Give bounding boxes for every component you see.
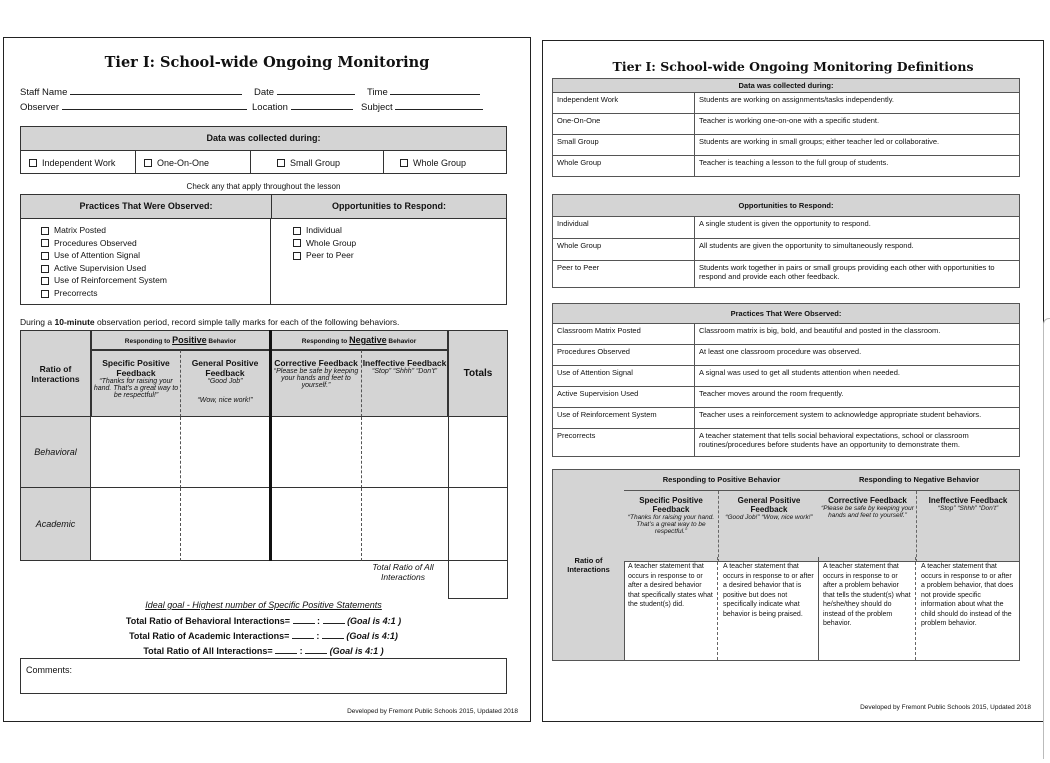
tally-cell[interactable] <box>270 488 362 561</box>
term: One-On-One <box>553 114 695 135</box>
practices-box <box>20 194 507 305</box>
term: Whole Group <box>553 156 695 177</box>
footer: Developed by Fremont Public Schools 2015, Updated 2018 <box>347 708 518 715</box>
gpf-header: General Positive Feedback “Good Job” “Wow, nice work!” <box>181 350 270 417</box>
collected-header: Data was collected during: <box>21 127 506 151</box>
staff-name-label: Staff Name <box>20 87 68 98</box>
tally-cell[interactable] <box>362 488 448 561</box>
definition: Classroom matrix is big, bold, and beautiful and posted in the classroom. <box>695 324 1020 345</box>
definition: All students are given the opportunity to simultaneously respond. <box>695 239 1020 261</box>
definitions-title: Tier I: School-wide Ongoing Monitoring Definitions <box>612 59 974 74</box>
term: Use of Attention Signal <box>553 366 695 387</box>
gpf-def-header: General Positive Feedback “Good Job!” “Wow, nice work!” <box>719 491 820 562</box>
term: Individual <box>553 217 695 239</box>
practices-list <box>21 219 271 305</box>
spf-header: Specific Positive Feedback “Thanks for raising your hand. That’s a great way to be respectful!” <box>91 350 181 417</box>
academic-row-label: Academic <box>20 488 91 561</box>
otr-list <box>271 219 506 305</box>
comments-label: Comments: <box>26 665 73 675</box>
otr-header: Opportunities to Respond: <box>272 195 506 218</box>
definition: A single student is given the opportunity to respond. <box>695 217 1020 239</box>
practice-item[interactable]: Use of Reinforcement System <box>41 274 270 287</box>
totals-cell[interactable] <box>448 488 508 561</box>
goal-line-all: Total Ratio of All Interactions= : (Goal is 4:1 ) <box>143 646 384 656</box>
collected-definitions-table <box>552 78 1020 177</box>
term: Whole Group <box>553 239 695 261</box>
tally-cell[interactable] <box>91 488 181 561</box>
term: Active Supervision Used <box>553 387 695 408</box>
option-whole-group[interactable]: Whole Group <box>384 151 506 174</box>
practice-item[interactable]: Use of Attention Signal <box>41 249 270 262</box>
tally-grid <box>20 330 508 600</box>
definitions-page <box>542 40 1044 722</box>
practice-item[interactable]: Precorrects <box>41 287 270 300</box>
tally-cell[interactable] <box>181 417 270 488</box>
practices-header: Practices That Were Observed: <box>21 195 272 218</box>
responding-negative-header: Responding to Negative Behavior <box>270 330 448 350</box>
practice-item[interactable]: Active Supervision Used <box>41 262 270 275</box>
collected-box <box>20 126 507 174</box>
form-title: Tier I: School-wide Ongoing Monitoring <box>104 54 430 71</box>
definition: Teacher is teaching a lesson to the full group of students. <box>695 156 1020 177</box>
practice-item[interactable]: Matrix Posted <box>41 224 270 237</box>
if-header: Ineffective Feedback “Stop” “Shhh” “Don’t” <box>362 350 448 417</box>
observer-field[interactable] <box>20 100 247 113</box>
tally-cell[interactable] <box>91 417 181 488</box>
definition: Teacher moves around the room frequently. <box>695 387 1020 408</box>
total-ratio-cell[interactable] <box>448 561 508 599</box>
goal-title: Ideal goal - Highest number of Specific Positive Statements <box>145 600 382 610</box>
practice-item[interactable]: Procedures Observed <box>41 237 270 250</box>
subject-label: Subject <box>361 102 393 113</box>
behavioral-row-label: Behavioral <box>20 417 91 488</box>
practices-definitions-table <box>552 303 1020 457</box>
location-field[interactable] <box>252 100 353 113</box>
goal-lines <box>20 614 507 659</box>
definition: Teacher uses a reinforcement system to acknowledge appropriate student behaviors. <box>695 408 1020 429</box>
date-label: Date <box>254 87 275 98</box>
option-small-group[interactable]: Small Group <box>251 151 384 174</box>
spf-def-header: Specific Positive Feedback “Thanks for raising your hand. That’s a great way to be respectful.” <box>624 491 719 562</box>
ratio-header: Ratio of Interactions <box>20 330 91 417</box>
staff-name-field[interactable] <box>20 85 242 98</box>
collected-def-header: Data was collected during: <box>553 79 1020 93</box>
term: Precorrects <box>553 429 695 457</box>
cf-header: Corrective Feedback “Please be safe by keeping your hands and feet to yourself.” <box>270 350 362 417</box>
comments-box[interactable] <box>20 658 507 694</box>
location-label: Location <box>252 102 288 113</box>
spf-definition: A teacher statement that occurs in response to or after a desired behavior that specifically states what the student(s) did. <box>624 557 718 660</box>
term: Procedures Observed <box>553 345 695 366</box>
option-one-on-one[interactable]: One-On-One <box>136 151 251 174</box>
otr-item[interactable]: Individual <box>293 224 506 237</box>
instruction-text: During a 10-minute observation period, record simple tally marks for each of the following behaviors. <box>20 317 400 327</box>
tally-cell[interactable] <box>362 417 448 488</box>
cf-def-header: Corrective Feedback “Please be safe by keeping your hands and feet to yourself.” <box>819 491 917 562</box>
definition: Students are working in small groups; either teacher led or collaborative. <box>695 135 1020 156</box>
definition: A signal was used to get all students attention when needed. <box>695 366 1020 387</box>
totals-header: Totals <box>448 330 508 417</box>
definition: Students work together in pairs or small groups providing each other with opportunities to respond and provide each other feedback. <box>695 261 1020 288</box>
tally-cell[interactable] <box>181 488 270 561</box>
definition: At least one classroom procedure was observed. <box>695 345 1020 366</box>
term: Independent Work <box>553 93 695 114</box>
footer: Developed by Fremont Public Schools 2015, Updated 2018 <box>860 704 1031 711</box>
gpf-definition: A teacher statement that occurs in response to or after a desired behavior that is positive but does not specifically indicate what behavior is being praised. <box>719 557 819 660</box>
otr-item[interactable]: Peer to Peer <box>293 249 506 262</box>
resp-neg-def-header: Responding to Negative Behavior <box>819 470 1019 491</box>
if-def-header: Ineffective Feedback “Stop” “Shhh” “Don’t” <box>917 491 1019 562</box>
ratio-def-header: Ratio of Interactions <box>553 470 625 660</box>
goal-line-behavioral: Total Ratio of Behavioral Interactions= : (Goal is 4:1 ) <box>125 616 402 626</box>
total-ratio-label: Total Ratio of All Interactions <box>372 562 434 582</box>
term: Peer to Peer <box>553 261 695 288</box>
observer-label: Observer <box>20 102 60 113</box>
responding-positive-header: Responding to Positive Behavior <box>91 330 270 350</box>
resp-pos-def-header: Responding to Positive Behavior <box>624 470 820 491</box>
definition: Teacher is working one-on-one with a specific student. <box>695 114 1020 135</box>
goal-line-academic: Total Ratio of Academic Interactions= : (Goal is 4:1) <box>129 631 398 641</box>
otr-def-header: Opportunities to Respond: <box>553 195 1020 217</box>
interactions-definitions-grid <box>552 469 1020 661</box>
scrollbar[interactable] <box>1043 318 1050 759</box>
totals-cell[interactable] <box>448 417 508 488</box>
otr-item[interactable]: Whole Group <box>293 237 506 250</box>
check-note: Check any that apply throughout the lesson <box>186 182 341 191</box>
definition: Students are working on assignments/tasks independently. <box>695 93 1020 114</box>
term: Classroom Matrix Posted <box>553 324 695 345</box>
time-label: Time <box>367 87 388 98</box>
option-independent-work[interactable]: Independent Work <box>21 151 136 174</box>
practices-def-header: Practices That Were Observed: <box>553 304 1020 324</box>
date-field[interactable] <box>254 85 355 98</box>
grid-divider <box>269 330 272 561</box>
subject-field[interactable] <box>361 100 483 113</box>
form-page <box>3 37 531 722</box>
term: Use of Reinforcement System <box>553 408 695 429</box>
definition: A teacher statement that tells social behavioral expectations, school or classroom routines/procedures before students have an opportunity to demonstrate them. <box>695 429 1020 457</box>
time-field[interactable] <box>367 85 480 98</box>
cf-definition: A teacher statement that occurs in response to or after a problem behavior that tells the student(s) what he/she/they should do instead of the problem behavior. <box>819 557 916 660</box>
tally-cell[interactable] <box>270 417 362 488</box>
if-definition: A teacher statement that occurs in response to or after a problem behavior, that does not provide specific information about what the child should do instead of the problem behavior. <box>921 563 1014 627</box>
otr-definitions-table <box>552 194 1020 288</box>
term: Small Group <box>553 135 695 156</box>
